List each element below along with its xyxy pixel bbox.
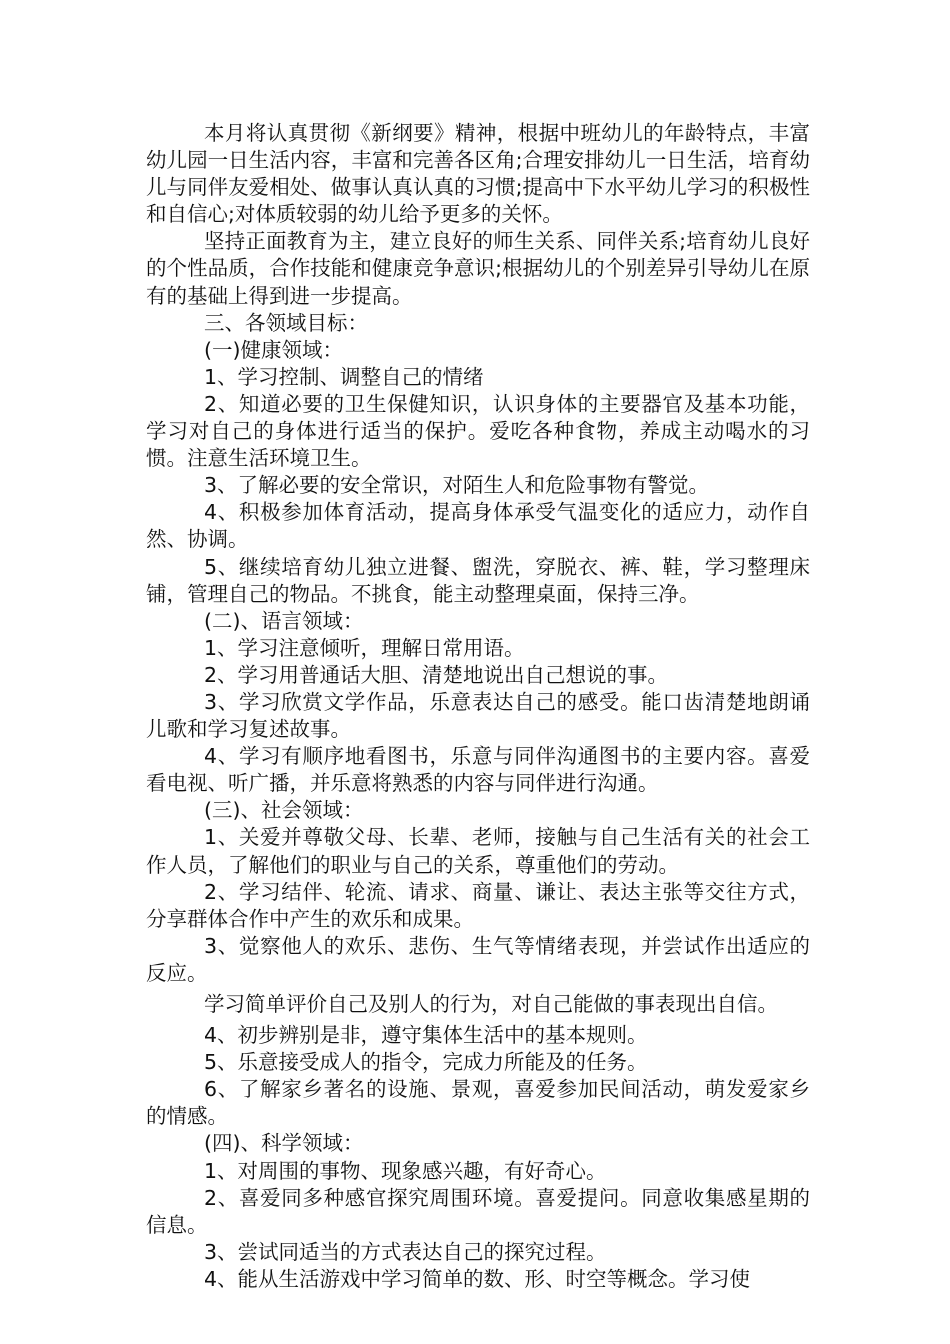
list-item-health-4: 4、积极参加体育活动，提高身体承受气温变化的适应力，动作自然、协调。 — [146, 500, 810, 552]
list-item-health-1: 1、学习控制、调整自己的情绪 — [204, 364, 484, 389]
list-item-health-3: 3、了解必要的安全常识，对陌生人和危险事物有警觉。 — [204, 473, 710, 498]
subsection-heading-language: (二)、语言领域： — [204, 608, 364, 633]
document-body — [146, 120, 810, 1293]
list-item-social-2: 2、学习结伴、轮流、请求、商量、谦让、表达主张等交往方式，分享群体合作中产生的欢乐和成果。 — [146, 879, 810, 931]
subsection-heading-health: (一)健康领域： — [204, 337, 343, 362]
list-item-social-3-continued: 学习简单评价自己及别人的行为，对自己能做的事表现出自信。 — [204, 992, 778, 1016]
list-item-health-2: 2、知道必要的卫生保健知识，认识身体的主要器官及基本功能，学习对自己的身体进行适当的保护。爱吃各种食物，养成主动喝水的习惯。注意生活环境卫生。 — [146, 391, 810, 471]
subsection-heading-social: (三)、社会领域： — [204, 798, 364, 823]
paragraph-intro-1: 本月将认真贯彻《新纲要》精神，根据中班幼儿的年龄特点，丰富幼儿园一日生活内容，丰富和完善各区角;合理安排幼儿一日生活，培育幼儿与同伴友爱相处、做事认真认真的习惯;提高中下水平幼儿学习的积极性和自信心;对体质较弱的幼儿给予更多的关怀。 — [146, 121, 810, 227]
list-item-social-1: 1、关爱并尊敬父母、长辈、老师，接触与自己生活有关的社会工作人员，了解他们的职业与自己的关系，尊重他们的劳动。 — [146, 825, 810, 877]
section-heading-goals: 三、各领域目标： — [204, 310, 368, 335]
list-item-language-4: 4、学习有顺序地看图书，乐意与同伴沟通图书的主要内容。喜爱看电视、听广播，并乐意将熟悉的内容与同伴进行沟通。 — [146, 744, 810, 796]
subsection-heading-science: (四)、科学领域： — [204, 1131, 364, 1156]
list-item-social-6: 6、了解家乡著名的设施、景观，喜爱参加民间活动，萌发爱家乡的情感。 — [146, 1077, 810, 1129]
list-item-science-3: 3、尝试同适当的方式表达自己的探究过程。 — [204, 1239, 607, 1264]
list-item-health-5: 5、继续培育幼儿独立进餐、盥洗，穿脱衣、裤、鞋，学习整理床铺，管理自己的物品。不挑食，能主动整理桌面，保持三净。 — [146, 554, 810, 606]
list-item-social-4: 4、初步辨别是非，遵守集体生活中的基本规则。 — [204, 1023, 648, 1048]
list-item-language-1: 1、学习注意倾听，理解日常用语。 — [204, 635, 525, 660]
list-item-science-2: 2、喜爱同多种感官探究周围环境。喜爱提问。同意收集感星期的信息。 — [146, 1185, 810, 1237]
list-item-science-1: 1、对周围的事物、现象感兴趣，有好奇心。 — [204, 1158, 607, 1183]
list-item-science-4: 4、能从生活游戏中学习简单的数、形、时空等概念。学习使 — [204, 1266, 751, 1291]
list-item-language-2: 2、学习用普通话大胆、清楚地说出自己想说的事。 — [204, 662, 669, 687]
paragraph-intro-2: 坚持正面教育为主，建立良好的师生关系、同伴关系;培育幼儿良好的个性品质，合作技能和健康竞争意识;根据幼儿的个别差异引导幼儿在原有的基础上得到进一步提高。 — [146, 229, 810, 308]
list-item-social-5: 5、乐意接受成人的指令，完成力所能及的任务。 — [204, 1050, 648, 1075]
list-item-social-3: 3、觉察他人的欢乐、悲伤、生气等情绪表现，并尝试作出适应的反应。 — [146, 933, 810, 985]
list-item-language-3: 3、学习欣赏文学作品，乐意表达自己的感受。能口齿清楚地朗诵儿歌和学习复述故事。 — [146, 689, 810, 742]
